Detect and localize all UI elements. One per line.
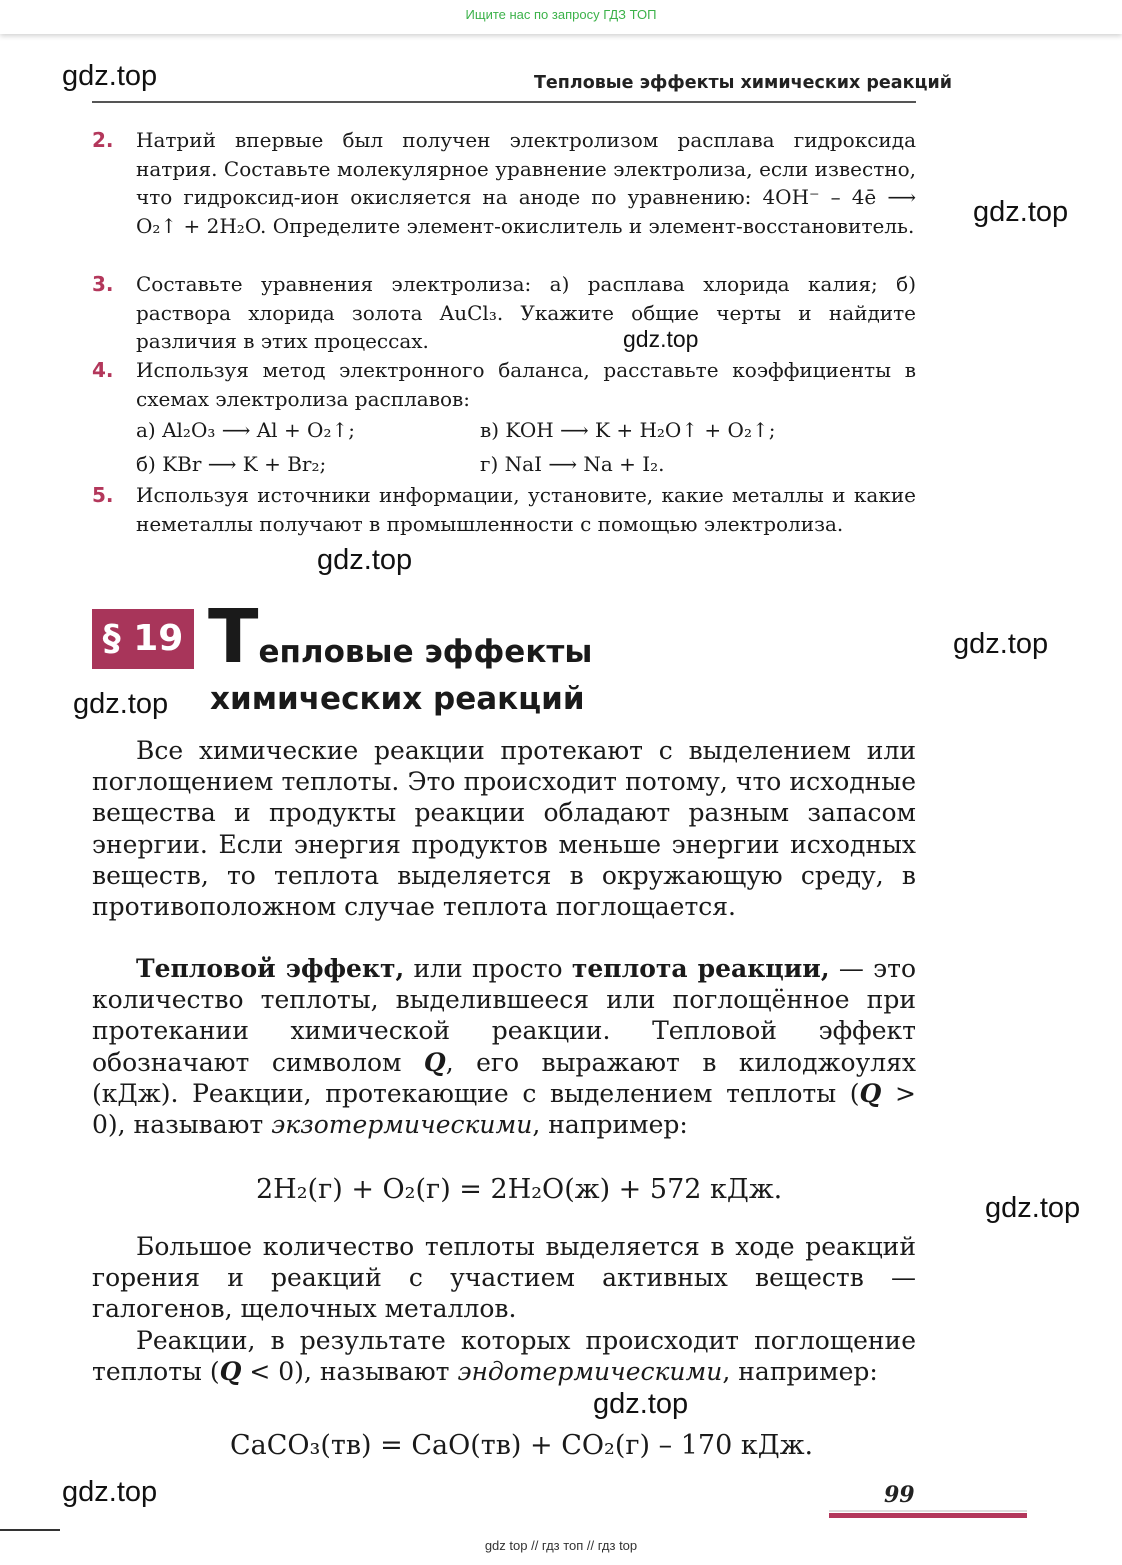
task-4 — [92, 356, 916, 413]
top-banner — [0, 0, 1122, 34]
task-number: 4. — [92, 358, 114, 382]
paragraph-text: , например: — [722, 1357, 878, 1387]
scheme-v: в) KOH ⟶ K + H₂O↑ + O₂↑; — [480, 418, 776, 442]
paragraph-2 — [92, 953, 916, 1140]
term-heat-effect: Тепловой эффект, — [136, 954, 405, 983]
footer-text: gdz top // гдз топ // гдз top — [484, 1538, 638, 1553]
symbol-q: Q — [859, 1078, 882, 1108]
symbol-q: Q — [219, 1357, 242, 1387]
paragraph-text: или просто — [404, 954, 572, 983]
formula-exothermic: 2H₂(г) + O₂(г) = 2H₂O(ж) + 572 кДж. — [256, 1174, 783, 1205]
paragraph-1 — [92, 735, 916, 922]
page-number: 99 — [884, 1482, 915, 1508]
formula-endothermic: CaCO₃(тв) = CaO(тв) + CO₂(г) – 170 кДж. — [230, 1430, 814, 1461]
left-margin-rule — [0, 1529, 60, 1531]
task-text: Используя метод электронного баланса, расставьте коэффициенты в схемах электролиза расплавов: — [136, 358, 916, 411]
watermark: gdz.top — [623, 326, 699, 352]
scheme-b: б) KBr ⟶ K + Br₂; — [136, 452, 327, 476]
task-3 — [92, 270, 916, 356]
paragraph-text: , например: — [532, 1110, 688, 1140]
task-text: Натрий впервые был получен электролизом расплава гидроксида натрия. Составьте молекулярное уравнение электролиза, если известно, что гидроксид-ион окисляется на аноде по уравнению: 4OH⁻ – 4ē ⟶ O₂↑ + 2H₂O. Определите элемент-окислитель и элемент-восстановитель. — [136, 128, 916, 239]
paragraph-text: , его выражают в килоджоулях (кДж). Реакции, протекающие с выделением теплоты ( — [92, 1047, 916, 1108]
task-number: 3. — [92, 272, 114, 296]
watermark: gdz.top — [953, 628, 1049, 660]
task-number: 2. — [92, 128, 114, 152]
term-heat-of-reaction: теплота реакции, — [571, 954, 830, 983]
paragraph-text: > 0), называют — [92, 1078, 916, 1140]
watermark: gdz.top — [62, 1476, 158, 1508]
section-title-initial: Т — [208, 594, 259, 680]
scheme-g: г) NaI ⟶ Na + I₂. — [480, 452, 665, 476]
page-number-rule — [829, 1513, 1027, 1518]
task-2 — [92, 126, 916, 241]
section-title-line2: химических реакций — [210, 681, 585, 717]
paragraph-text: Все химические реакции протекают с выделением или поглощением теплоты. Это происходит потому, что исходные вещества и продукты реакции обладают разным запасом энергии. Если энергия продуктов меньше энергии исходных веществ, то теплота выделяется в окружающую среду, в противоположном случае теплота поглощается. — [92, 736, 916, 922]
task-text: Составьте уравнения электролиза: а) расплава хлорида калия; б) раствора хлорида золота AuCl₃. Укажите общие черты и найдите различия в этих процессах. — [136, 272, 916, 354]
task-number: 5. — [92, 483, 114, 507]
symbol-q: Q — [423, 1047, 446, 1077]
task-5 — [92, 481, 916, 538]
section-title-line1: епловые эффекты — [258, 634, 593, 670]
section-badge: § 19 — [92, 609, 194, 669]
paragraph-text: < 0), называют — [241, 1357, 458, 1387]
watermark: gdz.top — [62, 60, 158, 92]
section-title — [208, 594, 593, 680]
paragraph-3 — [92, 1231, 916, 1325]
watermark: gdz.top — [985, 1192, 1081, 1224]
paragraph-4 — [92, 1325, 916, 1387]
scheme-a: а) Al₂O₃ ⟶ Al + O₂↑; — [136, 418, 355, 442]
top-banner-text: Ищите нас по запросу ГДЗ ТОП — [465, 7, 657, 22]
watermark: gdz.top — [593, 1388, 689, 1420]
watermark: gdz.top — [973, 196, 1069, 228]
term-endothermic: эндотермическими — [457, 1357, 723, 1387]
page-number-rule-shadow — [829, 1510, 1027, 1512]
running-head: Тепловые эффекты химических реакций — [534, 73, 952, 93]
header-divider — [92, 101, 916, 103]
watermark: gdz.top — [317, 544, 413, 576]
watermark: gdz.top — [73, 688, 169, 720]
paragraph-text: — это количество теплоты, выделившееся или поглощённое при протекании химической реакции. Тепловой эффект обозначают символом — [92, 954, 917, 1077]
paragraph-text: Реакции, в результате которых происходит поглощение теплоты ( — [92, 1326, 916, 1387]
paragraph-text: Большое количество теплоты выделяется в ходе реакций горения и реакций с участием активных веществ — галогенов, щелочных металлов. — [92, 1232, 916, 1324]
term-exothermic: экзотермическими — [271, 1110, 533, 1140]
task-text: Используя источники информации, установите, какие металлы и какие неметаллы получают в промышленности с помощью электролиза. — [136, 483, 916, 536]
